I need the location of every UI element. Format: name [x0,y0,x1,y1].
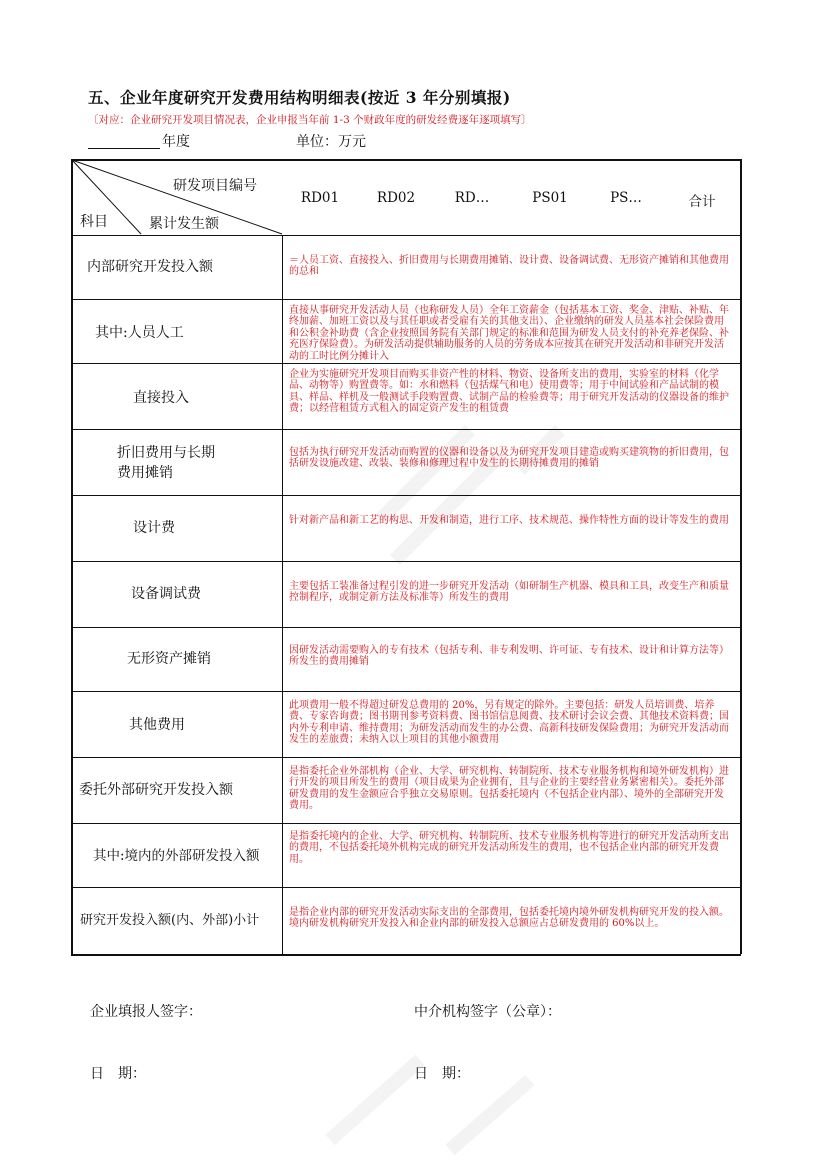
row-label-other-fees: 其他费用 [129,717,185,733]
row-label-equipment-debug: 设备调试费 [131,586,201,602]
row-label-internal-rd: 内部研究开发投入额 [87,259,213,275]
page-title: 五、企业年度研究开发费用结构明细表(按近 3 年分别填报) [88,88,511,107]
row-label-design-fee: 设计费 [133,520,175,536]
column-header: RD… [454,190,490,206]
header-subject: 科目 [80,214,108,230]
date-label-left: 日 期： [90,1066,146,1082]
column-header: 合计 [688,194,716,210]
row-desc: 是指委托境内的企业、大学、研究机构、转制院所、技术专业服务机构等进行的研究开发活动所支出的费用，不包括委托境外机构完成的研究开发活动所发生的费用，也不包括企业内部的研究开发费用。 [289,831,729,865]
row-label-domestic-outsourced: 其中:境内的外部研发投入额 [93,848,260,864]
row-desc: 是指企业内部的研究开发活动实际支出的全部费用，包括委托境内境外研发机构研究开发的投入额。境内研发机构研究开发投入和企业内部的研发投入总额应占总研发费用的 60%以上。 [289,907,729,930]
instruction-note: 〔对应：企业研究开发项目情况表，企业申报当年前 1-3 个财政年度的研发经费逐年逐项填写〕 [88,114,532,126]
row-desc: 针对新产品和新工艺的构思、开发和制造，进行工序、技术规范、操作特性方面的设计等发生的费用 [289,515,729,526]
row-label-direct-input: 直接投入 [133,390,189,406]
row-label-personnel: 其中:人员人工 [95,325,184,341]
row-desc: 因研发活动需要购入的专有技术（包括专利、非专利发明、许可证、专有技术、设计和计算方法等）所发生的费用摊销 [289,645,729,668]
date-label-right: 日 期： [414,1066,470,1082]
row-label-rd-subtotal: 研究开发投入额(内、外部)小计 [80,913,260,928]
row-desc: 此项费用一般不得超过研发总费用的 20%，另有规定的除外。主要包括：研发人员培训费、培养费、专家咨询费；图书期刊参考资料费、图书馆信息阅费、技术研讨会议会费、其他技术资料费；国内外专利申请、维持费用；为研发活动而发生的办公费、高新科技研发保险费用；为研究开发活动而发生的差旅费；未纳入以上项目的其他小额费用 [289,700,729,746]
column-header: RD01 [300,190,340,206]
row-label-intangible-amortization: 无形资产摊销 [127,651,211,667]
unit-label: 单位：万元 [296,134,366,150]
row-desc: ＝人员工资、直接投入、折旧费用与长期费用摊销、设计费、设备调试费、无形资产摊销和其他费用的总和 [289,255,729,278]
column-header: RD02 [376,190,416,206]
header-project-code: 研发项目编号 [173,178,257,194]
rd-expense-table [71,159,741,954]
row-desc: 是指委托企业外部机构（企业、大学、研究机构、转制院所、技术专业服务机构和境外研发机构）进行开发的项目所发生的费用（项目成果为企业拥有，且与企业的主要经营业务紧密相关）。委托外部研发费用的发生金额应合乎独立交易原则。包括委托境内（不包括企业内部）、境外的全部研究开发费用。 [289,766,729,812]
row-desc: 包括为执行研究开发活动而购置的仪器和设备以及为研究开发项目建造或购买建筑物的折旧费用，包括研发设施改建、改装、装修和修理过程中发生的长期待摊费用的摊销 [289,447,729,470]
row-desc: 直接从事研究开发活动人员（也称研发人员）全年工资薪金（包括基本工资、奖金、津贴、补贴、年终加薪、加班工资以及与其任职或者受雇有关的其他支出）、企业缴纳的研发人员基本社会保险费用和公积金补助费（含企业按照国务院有关部门规定的标准和范围为研发人员支付的补充养老保险、补充医疗保险费）。为研发活动提供辅助服务的人员的劳务成本应按其在研究开发活动和非研究开发活动的工时比例分摊计入 [289,305,729,362]
row-label-depreciation: 折旧费用与长期费用摊销 [117,445,215,481]
column-header: PS… [610,190,642,206]
header-cumulative: 累计发生额 [149,216,219,232]
row-label-outsourced-rd: 委托外部研究开发投入额 [79,782,233,798]
company-signature-label: 企业填报人签字： [90,1004,202,1020]
row-desc: 主要包括工装准备过程引发的进一步研究开发活动（如研制生产机器、模具和工具，改变生产和质量控制程序，或制定新方法及标准等）所发生的费用 [289,581,729,604]
row-desc: 企业为实施研究开发项目而购买非资产性的材料、物资、设备所支出的费用，实验室的材料（化学品、动物等）购置费等。如：水和燃料（包括煤气和电）使用费等；用于中间试验和产品试制的模具、样品、样机及一般测试手段购置费、试制产品的检验费等；用于研究开发活动的仪器设备的维护费；以经营租赁方式租入的固定资产发生的租赁费 [289,369,729,415]
year-label: 年度 [162,134,190,150]
column-header: PS01 [532,190,568,206]
year-fill-blank[interactable] [88,132,160,149]
agency-signature-label: 中介机构签字（公章）： [414,1004,561,1020]
